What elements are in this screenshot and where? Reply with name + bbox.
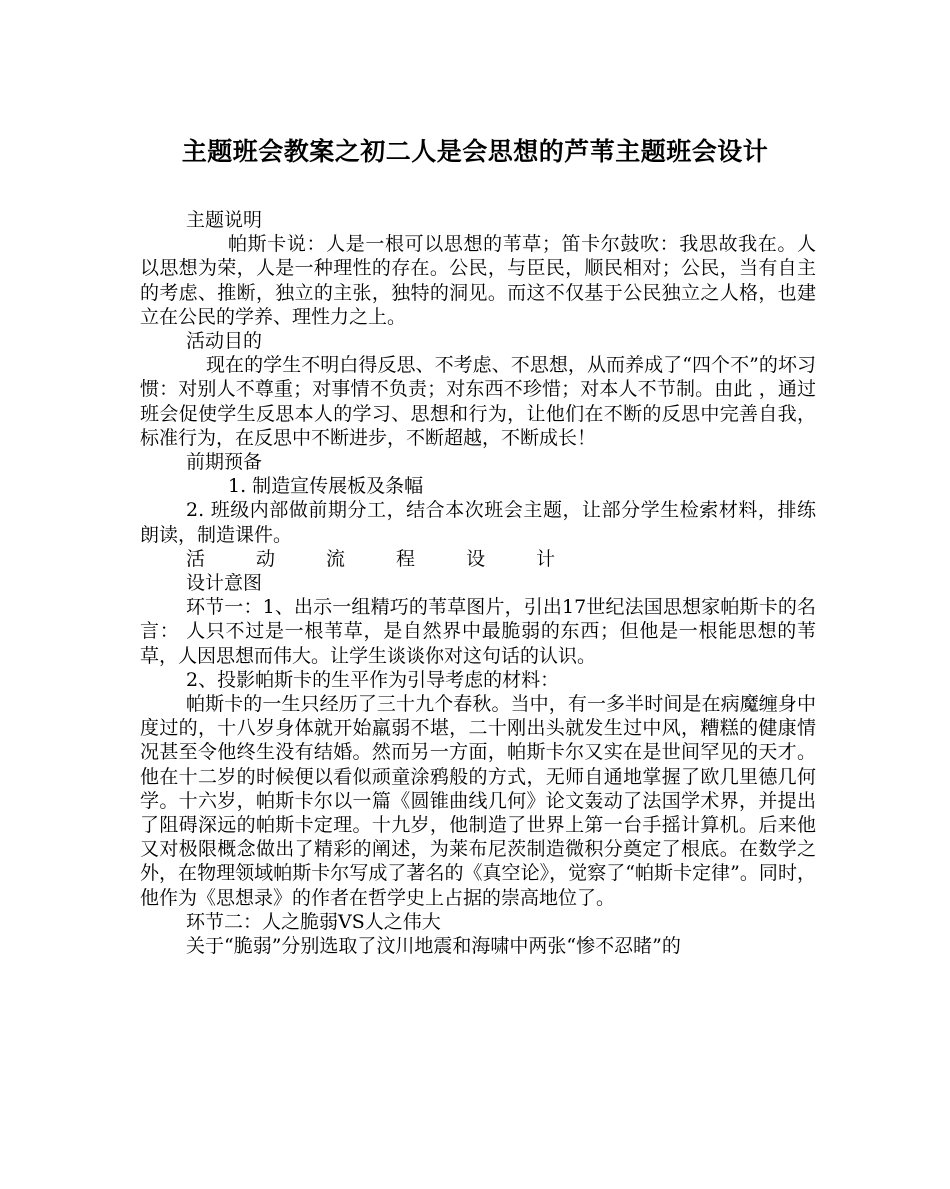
paragraph: 帕斯卡说：人是一根可以思想的苇草；笛卡尔鼓吹：我思故我在。人以思想为荣，人是一种理性的存在。公民，与臣民，顺民相对；公民，当有自主的考虑、推断，独立的主张，独特的洞见。而这不仅基于公民独立之人格，也建立在公民的学养、理性力之上。 [140,233,816,328]
document-body [140,208,816,958]
flow-heading-char: 计 [536,547,556,570]
section-heading: 前期预备 [186,451,263,474]
section-heading: 活动目的 [186,330,263,353]
flow-heading-char: 活 [186,547,206,570]
paragraph: 现在的学生不明白得反思、不考虑、不思想，从而养成了“四个不”的坏习惯：对别人不尊重；对事情不负责；对东西不珍惜；对本人不节制。由此 ，通过班会促使学生反思本人的学习、思想和行为，让他们在不断的反思中完善自我，标准行为，在反思中不断进步，不断超越，不断成长！ [140,354,816,449]
paragraph: 帕斯卡的一生只经历了三十九个春秋。当中，有一多半时间是在病魔缠身中度过的，十八岁身体就开始羸弱不堪，二十刚出头就发生过中风，糟糕的健康情况甚至令他终生没有结婚。然而另一方面，帕斯卡尔又实在是世间罕见的天才。他在十二岁的时候便以看似顽童涂鸦般的方式，无师自通地掌握了欧几里德几何学。十六岁，帕斯卡尔以一篇《圆锥曲线几何》论文轰动了法国学术界，并提出了阻碍深远的帕斯卡定理。十九岁，他制造了世界上第一台手摇计算机。后来他又对极限概念做出了精彩的阐述，为莱布尼茨制造微积分奠定了根底。在数学之外，在物理领域帕斯卡尔写成了著名的《真空论》，觉察了“帕斯卡定律”。同时，他作为《思想录》的作者在哲学史上占据的崇高地位了。 [140,693,816,909]
list-item: 1. 制造宣传展板及条幅 [228,475,424,498]
paragraph: 关于“脆弱”分别选取了汶川地震和海啸中两张“惨不忍睹”的 [186,935,681,958]
section-heading: 设计意图 [186,572,263,595]
paragraph: 环节一：1、出示一组精巧的苇草图片，引出17世纪法国思想家帕斯卡的名言： 人只不过是一根苇草，是自然界中最脆弱的东西；但他是一根能思想的苇草，人因思想而伟大。让学生谈谈你对这句话的认识。 [140,596,816,667]
flow-heading-char: 流 [326,547,346,570]
flow-heading-char: 设 [466,547,486,570]
flow-heading-char: 程 [396,547,416,570]
paragraph: 2、投影帕斯卡的生平作为引导考虑的材料： [186,668,560,691]
section-heading: 主题说明 [186,209,263,231]
list-item: 2. 班级内部做前期分工，结合本次班会主题，让部分学生检索材料，排练朗读，制造课件。 [140,499,816,546]
document-title: 主题班会教案之初二人是会思想的芦苇主题班会设计 [181,137,769,166]
paragraph: 环节二：人之脆弱VS人之伟大 [186,910,441,933]
flow-heading-char: 动 [256,547,276,570]
flow-heading [140,547,816,571]
